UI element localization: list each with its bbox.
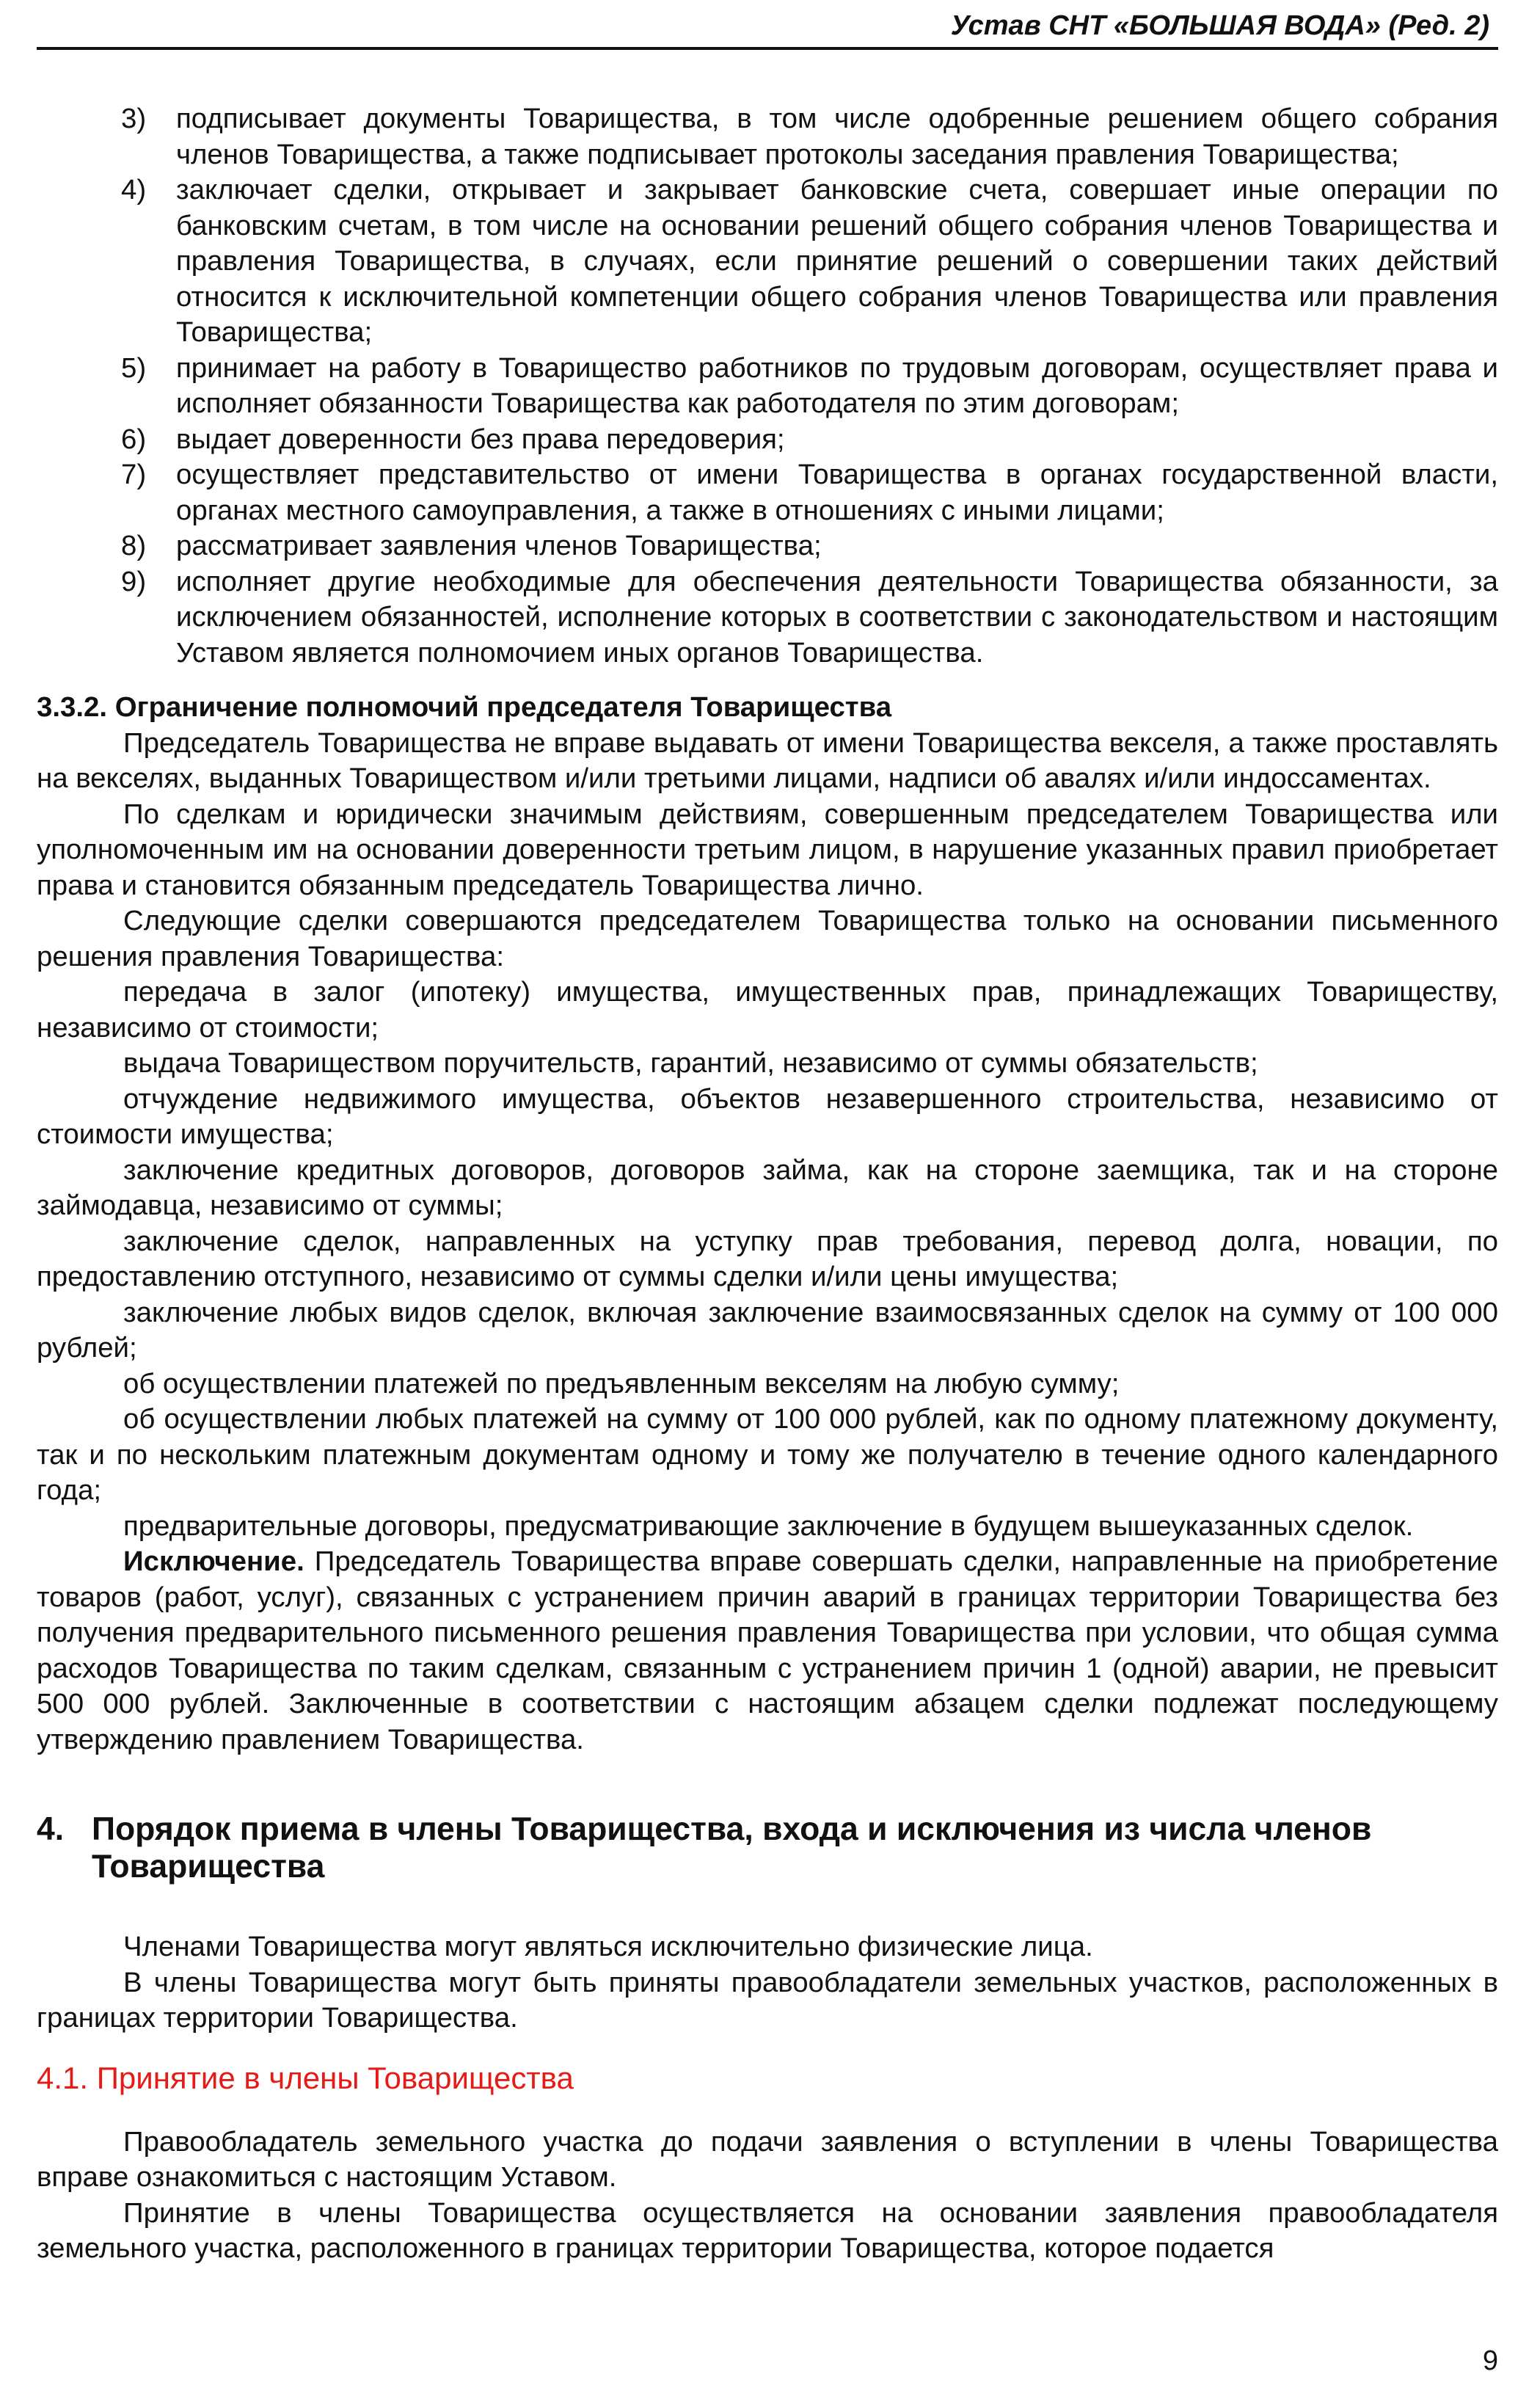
list-item [37, 422, 1498, 458]
paragraph: В члены Товарищества могут быть приняты правообладатели земельных участков, расположенных в границах территории Товарищества. [37, 1966, 1498, 2034]
subsection-heading: 4.1. Принятие в члены Товарищества [37, 2060, 574, 2095]
list-item [37, 351, 1498, 422]
paragraph: заключение кредитных договоров, договоров займа, как на стороне заемщика, так и на стороне займодавца, независимо от суммы; [37, 1154, 1498, 1221]
paragraph: По сделкам и юридически значимым действиям, совершенным председателем Товарищества или уполномоченным им на основании доверенности третьим лицом, в нарушение указанных правил приобретает права и становится обязанным председатель Товарищества лично. [37, 798, 1498, 901]
list-item-number: 4) [121, 174, 147, 205]
exception-label: Исключение. [123, 1546, 304, 1577]
list-item-number: 3) [121, 103, 147, 134]
list-item-text: выдает доверенности без права передоверия; [176, 423, 785, 455]
paragraph: об осуществлении платежей по предъявленным векселям на любую сумму; [123, 1367, 1120, 1399]
paragraph: Правообладатель земельного участка до подачи заявления о вступлении в члены Товарищества вправе ознакомиться с настоящим Уставом. [37, 2125, 1498, 2193]
paragraph: Председатель Товарищества не вправе выдавать от имени Товарищества векселя, а также проставлять на векселях, выданных Товариществом и/или третьими лицами, надписи об авалях и/или индоссаментах. [37, 727, 1498, 794]
paragraph: отчуждение недвижимого имущества, объектов незавершенного строительства, независимо от стоимости имущества; [37, 1082, 1498, 1150]
list-item-text: осуществляет представительство от имени Товарищества в органах государственной власти, органах местного самоуправления, а также в отношениях с иными лицами; [176, 459, 1498, 526]
list-item [37, 528, 1498, 564]
paragraph: заключение сделок, направленных на уступку прав требования, перевод долга, новации, по предоставлению отступного, независимо от суммы сделки и/или цены имущества; [37, 1225, 1498, 1292]
exception-paragraph [37, 1544, 1498, 1758]
page-content [37, 101, 1498, 2267]
paragraph: Членами Товарищества могут являться исключительно физические лица. [123, 1931, 1093, 1962]
list-item [37, 457, 1498, 528]
list-item-number: 7) [121, 459, 147, 490]
list-item-text: заключает сделки, открывает и закрывает банковские счета, совершает иные операции по банковским счетам, в том числе на основании решений общего собрания членов Товарищества и правления Товарищества, в случаях, если принятие решений о совершении таких действий относится к исключительной компетенции общего собрания членов Товарищества или правления Товарищества; [176, 174, 1498, 348]
list-item-text: подписывает документы Товарищества, в том числе одобренные решением общего собрания членов Товарищества, а также подписывает протоколы заседания правления Товарищества; [176, 103, 1498, 170]
paragraph: передача в залог (ипотеку) имущества, имущественных прав, принадлежащих Товариществу, независимо от стоимости; [37, 976, 1498, 1044]
paragraph: выдача Товариществом поручительств, гарантий, независимо от суммы обязательств; [123, 1047, 1258, 1079]
list-item [37, 101, 1498, 172]
list-item-number: 5) [121, 352, 147, 384]
list-item [37, 172, 1498, 351]
subsection-heading: 3.3.2. Ограничение полномочий председателя Товарищества [37, 691, 892, 723]
section-number: 4. [37, 1811, 65, 1847]
paragraph: Принятие в члены Товарищества осуществляется на основании заявления правообладателя земельного участка, расположенного в границах территории Товарищества, которое подается [37, 2196, 1498, 2264]
paragraph: заключение любых видов сделок, включая заключение взаимосвязанных сделок на сумму от 100 000 рублей; [37, 1296, 1498, 1364]
paragraph: Следующие сделки совершаются председателем Товарищества только на основании письменного решения правления Товарищества: [37, 905, 1498, 972]
list-item-number: 9) [121, 565, 147, 597]
list-item-number: 6) [121, 423, 147, 455]
header-title: Устав СНТ «БОЛЬШАЯ ВОДА» (Ред. 2) [950, 10, 1489, 41]
page-number: 9 [1482, 2345, 1498, 2376]
list-item-text: принимает на работу в Товарищество работников по трудовым договорам, осуществляет права и исполняет обязанности Товарищества как работодателя по этим договорам; [176, 352, 1498, 419]
paragraph: предварительные договоры, предусматривающие заключение в будущем вышеуказанных сделок. [123, 1510, 1414, 1542]
list-item-text: исполняет другие необходимые для обеспечения деятельности Товарищества обязанности, за исключением обязанностей, исполнение которых в соответствии с законодательством и настоящим Уставом является полномочием иных органов Товарищества. [176, 565, 1498, 669]
list-item [37, 564, 1498, 671]
list-item-text: рассматривает заявления членов Товарищества; [176, 530, 822, 561]
section-heading [37, 1810, 1498, 1885]
list-item-number: 8) [121, 530, 147, 561]
page-header [37, 6, 1498, 50]
section-title: Порядок приема в члены Товарищества, входа и исключения из числа членов Товарищества [92, 1811, 1372, 1885]
paragraph: об осуществлении любых платежей на сумму от 100 000 рублей, как по одному платежному документу, так и по нескольким платежным документам одному и тому же получателю в течение одного календарного года; [37, 1403, 1498, 1506]
exception-text: Председатель Товарищества вправе совершать сделки, направленные на приобретение товаров (работ, услуг), связанных с устранением причин аварий в границах территории Товарищества без получения предварительного письменного решения правления Товарищества при условии, что общая сумма расходов Товарищества по таким сделкам, связанным с устранением причин 1 (одной) аварии, не превысит 500 000 рублей. Заключенные в соответствии с настоящим абзацем сделки подлежат последующему утверждению правлением Товарищества. [37, 1546, 1498, 1755]
